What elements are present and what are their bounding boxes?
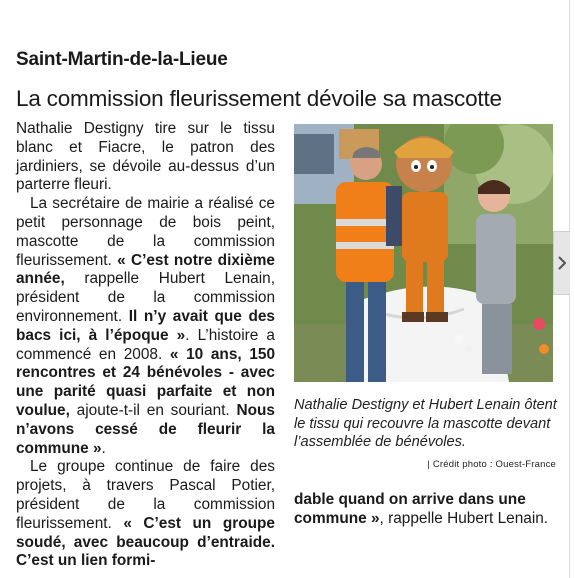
- continuation-paragraph: [294, 491, 553, 529]
- p3-quote-1: « C’est un groupe soudé, avec beaucoup d’entraide. C’est un lien formi-: [16, 514, 275, 570]
- photo-caption: Nathalie Destigny et Hubert Lenain ôtent le tissu qui recouvre la mascotte devant l’assemblée de bénévoles.: [294, 397, 557, 451]
- paragraph-3: [16, 458, 275, 571]
- p3-text-1: Le groupe continue de faire des projets, à travers Pascal Potier, président de la commission fleurissement.: [16, 458, 275, 532]
- photo-credit: | Crédit photo : Ouest-France: [427, 459, 556, 470]
- continuation-text: , rappelle Hubert Lenain.: [379, 509, 549, 527]
- p2-text-2: rappelle Hubert Lenain, président de la commission environnement.: [16, 270, 275, 325]
- p2-quote-1: « C’est notre dixième année,: [16, 251, 275, 288]
- next-page-button[interactable]: [553, 231, 570, 295]
- paragraph-1: Nathalie Destigny tire sur le tissu blanc et Fiacre, le patron des jardiniers, se dévoile au-dessus d’un parterre fleuri.: [16, 120, 275, 194]
- chevron-right-icon: [558, 256, 567, 270]
- p2-text-1: La secrétaire de mairie a réalisé ce petit personnage de bois peint, mascotte de la commission fleurissement.: [16, 195, 275, 269]
- location-heading: Saint-Martin-de-la-Lieue: [16, 49, 228, 70]
- p2-quote-4: Nous n’avons cessé de fleurir la commune »: [16, 401, 275, 457]
- continuation-quote: dable quand on arrive dans une commune »: [294, 491, 526, 527]
- paragraph-2: [16, 195, 275, 458]
- p2-quote-3: « 10 ans, 150 rencontres et 24 bénévoles - avec une parité quasi parfaite et non voulue,: [16, 345, 275, 419]
- article-headline: La commission fleurissement dévoile sa mascotte: [16, 86, 502, 111]
- article-photo: [294, 124, 553, 382]
- p2-text-5: .: [101, 439, 106, 457]
- p2-text-3: . L’histoire a commencé en 2008.: [16, 326, 275, 363]
- p2-text-4: ajoute-t-il en souriant.: [69, 401, 237, 419]
- article-body: [16, 120, 275, 571]
- p2-quote-2: Il n’y avait que des bacs ici, à l’époque »: [16, 307, 275, 344]
- article-body-continued: [294, 491, 553, 529]
